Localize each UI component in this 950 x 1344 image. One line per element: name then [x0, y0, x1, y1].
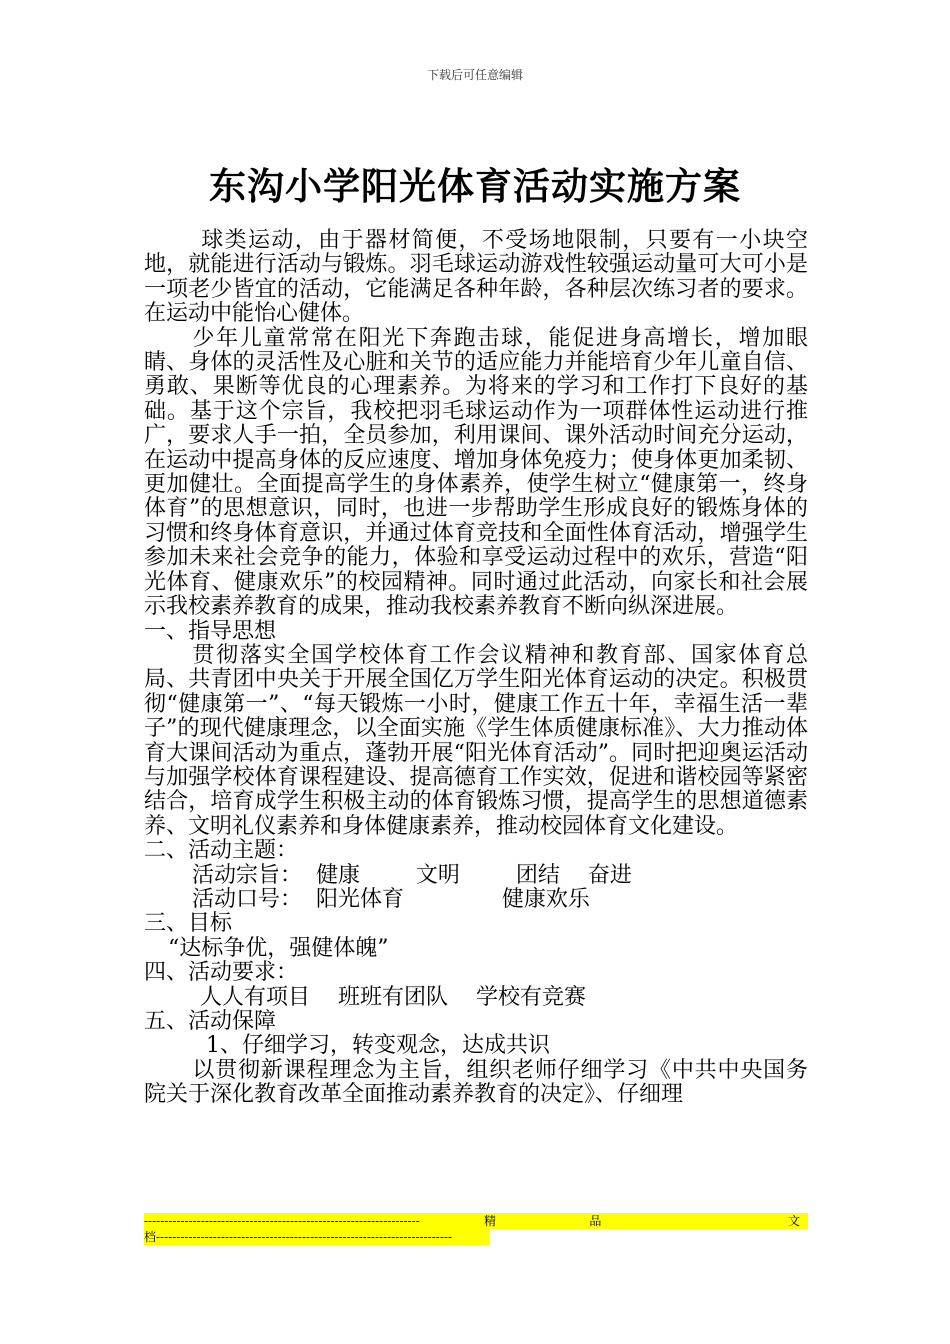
footer-label [420, 1213, 808, 1229]
document-body [144, 229, 808, 1108]
guarantee-item-1: 1、仔细学习，转变观念，达成共识 [206, 1033, 550, 1059]
footer-char: 品 [589, 1214, 602, 1228]
intro-paragraph-2: 少年儿童常常在阳光下奔跑击球，能促进身高增长，增加眼睛、身体的灵活性及心脏和关节的适应能力并能培育少年儿童自信、勇敢、果断等优良的心理素养。为将来的学习和工作打下良好的基础。基于这个宗旨，我校把羽毛球运动作为一项群体性运动进行推广，要求人手一拍，全员参加，利用课间、课外活动时间充分运动，在运动中提高身体的反应速度、增加身体免疫力；使身体更加柔韧、更加健壮。全面提高学生的身体素养，使学生树立“健康第一，终身体育”的思想意识，同时，也进一步帮助学生形成良好的锻炼身体的习惯和终身体育意识，并通过体育竞技和全面性体育活动，增强学生参加未来社会竞争的能力，体验和享受运动过程中的欢乐，营造“阳光体育、健康欢乐”的校园精神。同时通过此活动，向家长和社会展示我校素养教育的成果，推动我校素养教育不断向纵深进展。 [144, 325, 808, 620]
section-heading-requirements: 四、活动要求： [144, 960, 299, 986]
footer-banner [144, 1213, 808, 1249]
header-note: 下载后可任意编辑 [426, 68, 523, 82]
section-heading-goal: 三、目标 [144, 911, 233, 937]
footer-line-2: 档------------------------------------------------------------------------- [144, 1229, 490, 1245]
section-heading-theme: 二、活动主题： [144, 838, 299, 864]
guarantee-paragraph: 以贯彻新课程理念为主旨，组织老师仔细学习《中共中央国务院关于深化教育改革全面推动素养教育的决定》、仔细理 [144, 1057, 808, 1108]
activity-purpose-line: 活动宗旨： 健康 文明 团结 奋进 [192, 862, 632, 888]
document-title: 东沟小学阳光体育活动实施方案 [209, 164, 741, 208]
activity-slogan-line: 活动口号： 阳光体育 健康欢乐 [192, 886, 590, 912]
intro-paragraph-1: 球类运动，由于器材简便，不受场地限制，只要有一小块空地，就能进行活动与锻炼。羽毛球运动游戏性较强运动量可大可小是一项老少皆宜的活动，它能满足各种年龄，各种层次练习者的要求。在运动中能怡心健体。 [144, 228, 808, 327]
footer-line-1 [144, 1213, 808, 1229]
goal-text: “达标争优，强健体魄” [168, 935, 389, 961]
guiding-thought-paragraph: 贯彻落实全国学校体育工作会议精神和教育部、国家体育总局、共青团中央关于开展全国亿万学生阳光体育运动的决定。积极贯彻“健康第一”、“每天锻炼一小时，健康工作五十年，幸福生活一辈子”的现代健康理念，以全面实施《学生体质健康标准》、大力推动体育大课间活动为重点，蓬勃开展“阳光体育活动”。同时把迎奥运活动与加强学校体育课程建设、提高德育工作实效，促进和谐校园等紧密结合，培育成学生积极主动的体育锻炼习惯，提高学生的思想道德素养、文明礼仪素养和身体健康素养，推动校园体育文化建设。 [144, 642, 808, 839]
footer-char: 精 [484, 1214, 497, 1228]
footer-char: 文 [787, 1214, 800, 1228]
requirements-text: 人人有项目 班班有团队 学校有竞赛 [200, 984, 586, 1010]
footer-dashes: -------------------------------------------------------------------- [144, 1214, 420, 1228]
section-heading-guiding-thought: 一、指导思想 [144, 618, 277, 644]
section-heading-guarantee: 五、活动保障 [144, 1009, 277, 1034]
